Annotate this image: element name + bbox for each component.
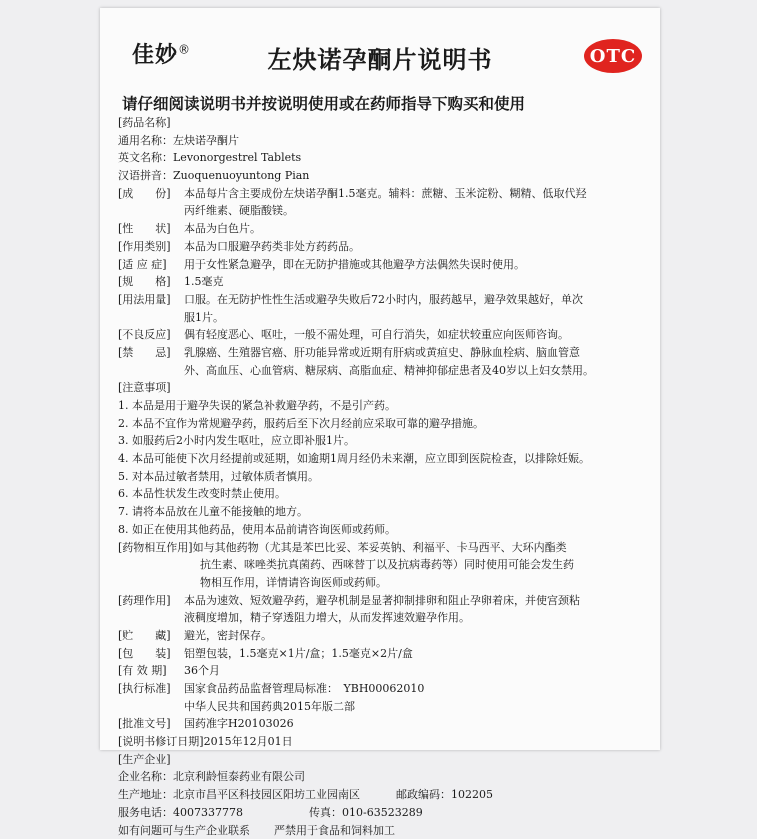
- notes-heading: [注意事项]: [118, 379, 658, 397]
- maker-fax: 传真：010-63523289: [309, 806, 423, 819]
- spec-text: 1.5毫克: [184, 275, 224, 288]
- interaction-text-3: 物相互作用，详情请咨询医师或药师。: [118, 574, 658, 592]
- appearance-label: [性 状]: [118, 220, 184, 238]
- contra-text-2: 外、高血压、心血管病、糖尿病、高脂血症、精神抑郁症患者及40岁以上妇女禁用。: [118, 362, 658, 380]
- note-item: 2. 本品不宜作为常规避孕药，服药后至下次月经前应采取可靠的避孕措施。: [118, 415, 658, 433]
- brand-name: 佳妙: [132, 43, 178, 68]
- approval-label: [批准文号]: [118, 715, 184, 733]
- package-label: [包 装]: [118, 645, 184, 663]
- category-text: 本品为口服避孕药类非处方药药品。: [184, 240, 360, 253]
- pharm-label: [药理作用]: [118, 592, 184, 610]
- indication-text: 用于女性紧急避孕，即在无防护措施或其他避孕方法偶然失误时使用。: [184, 258, 525, 271]
- maker-zip: 邮政编码：102205: [396, 788, 493, 801]
- maker-heading: [生产企业]: [118, 751, 658, 769]
- usage-row: [118, 291, 658, 309]
- maker-phone: 服务电话：4007337778: [118, 806, 243, 819]
- storage-text: 避光，密封保存。: [184, 629, 272, 642]
- composition-text-2: 丙纤维素、硬脂酸镁。: [118, 202, 658, 220]
- note-item: 6. 本品性状发生改变时禁止使用。: [118, 485, 658, 503]
- appearance-text: 本品为白色片。: [184, 222, 261, 235]
- standard-text-1: 国家食品药品监督管理局标准： YBH00062010: [184, 682, 424, 695]
- composition-text-1: 本品每片含主要成份左炔诺孕酮1.5毫克。辅料：蔗糖、玉米淀粉、糊精、低取代羟: [184, 187, 587, 200]
- composition-label: [成 份]: [118, 185, 184, 203]
- pharm-row: [118, 592, 658, 610]
- standard-text-2: 中华人民共和国药典2015年版二部: [118, 698, 658, 716]
- note-item: 1. 本品是用于避孕失误的紧急补救避孕药，不是引产药。: [118, 397, 658, 415]
- contra-row: [118, 344, 658, 362]
- footer-row: [118, 822, 658, 839]
- note-item: 3. 如服药后2小时内发生呕吐，应立即补服1片。: [118, 432, 658, 450]
- maker-address-row: [118, 786, 658, 804]
- sheet-body: [118, 114, 658, 839]
- adverse-label: [不良反应]: [118, 326, 184, 344]
- revision-label: [说明书修订日期]: [118, 735, 204, 748]
- note-item: 7. 请将本品放在儿童不能接触的地方。: [118, 503, 658, 521]
- composition-row: [118, 185, 658, 203]
- validity-row: [118, 662, 658, 680]
- package-text: 铝塑包装，1.5毫克×1片/盒；1.5毫克×2片/盒: [184, 647, 413, 660]
- footer-prohibition: 严禁用于食品和饲料加工: [274, 824, 395, 837]
- storage-label: [贮 藏]: [118, 627, 184, 645]
- otc-badge: [584, 39, 642, 73]
- maker-name: 企业名称：北京利龄恒泰药业有限公司: [118, 768, 658, 786]
- spec-label: [规 格]: [118, 273, 184, 291]
- usage-text-1: 口服。在无防护性性生活或避孕失败后72小时内，服药越早，避孕效果越好，单次: [184, 293, 583, 306]
- sheet-header: [100, 8, 660, 88]
- validity-text: 36个月: [184, 664, 220, 677]
- pharm-text-2: 液稠度增加，精子穿透阻力增大，从而发挥速效避孕作用。: [118, 609, 658, 627]
- maker-phone-row: [118, 804, 658, 822]
- standard-row: [118, 680, 658, 698]
- document-title: 左炔诺孕酮片说明书: [100, 40, 660, 75]
- contra-label: [禁 忌]: [118, 344, 184, 362]
- indication-row: [118, 256, 658, 274]
- adverse-text: 偶有轻度恶心、呕吐，一般不需处理，可自行消失，如症状较重应向医师咨询。: [184, 328, 569, 341]
- spec-row: [118, 273, 658, 291]
- storage-row: [118, 627, 658, 645]
- adverse-row: [118, 326, 658, 344]
- revision-text: 2015年12月01日: [204, 735, 293, 748]
- maker-address: 生产地址：北京市昌平区科技园区阳坊工业园南区: [118, 788, 360, 801]
- instruction-sheet: [100, 8, 660, 750]
- usage-warning: 请仔细阅读说明书并按说明使用或在药师指导下购买和使用: [122, 92, 652, 114]
- english-name: 英文名称：Levonorgestrel Tablets: [118, 149, 658, 167]
- interaction-text-1: 如与其他药物（尤其是苯巴比妥、苯妥英钠、利福平、卡马西平、大环内酯类: [193, 541, 567, 554]
- indication-label: [适 应 症]: [118, 256, 184, 274]
- appearance-row: [118, 220, 658, 238]
- category-label: [作用类别]: [118, 238, 184, 256]
- footer-contact: 如有问题可与生产企业联系: [118, 824, 250, 837]
- contra-text-1: 乳腺癌、生殖器官癌、肝功能异常或近期有肝病或黄疸史、静脉血栓病、脑血管意: [184, 346, 580, 359]
- note-item: 8. 如正在使用其他药品，使用本品前请咨询医师或药师。: [118, 521, 658, 539]
- validity-label: [有 效 期]: [118, 662, 184, 680]
- interaction-text-2: 抗生素、咪唑类抗真菌药、西咪替丁以及抗病毒药等）同时使用可能会发生药: [118, 556, 658, 574]
- pharm-text-1: 本品为速效、短效避孕药，避孕机制是显著抑制排卵和阻止孕卵着床，并使宫颈粘: [184, 594, 580, 607]
- drug-name-heading: [药品名称]: [118, 114, 658, 132]
- note-item: 4. 本品可能使下次月经提前或延期，如逾期1周月经仍未来潮，应立即到医院检查，以排除妊娠。: [118, 450, 658, 468]
- pinyin-name: 汉语拼音：Zuoquenuoyuntong Pian: [118, 167, 658, 185]
- usage-text-2: 服1片。: [118, 309, 658, 327]
- registered-mark: ®: [178, 43, 191, 57]
- interaction-label: [药物相互作用]: [118, 541, 193, 554]
- approval-text: 国药准字H20103026: [184, 717, 294, 730]
- otc-badge-text: OTC: [590, 46, 636, 67]
- interaction-row: [118, 539, 658, 557]
- approval-row: [118, 715, 658, 733]
- revision-row: [118, 733, 658, 751]
- usage-label: [用法用量]: [118, 291, 184, 309]
- package-row: [118, 645, 658, 663]
- note-item: 5. 对本品过敏者禁用，过敏体质者慎用。: [118, 468, 658, 486]
- standard-label: [执行标准]: [118, 680, 184, 698]
- generic-name: 通用名称：左炔诺孕酮片: [118, 132, 658, 150]
- category-row: [118, 238, 658, 256]
